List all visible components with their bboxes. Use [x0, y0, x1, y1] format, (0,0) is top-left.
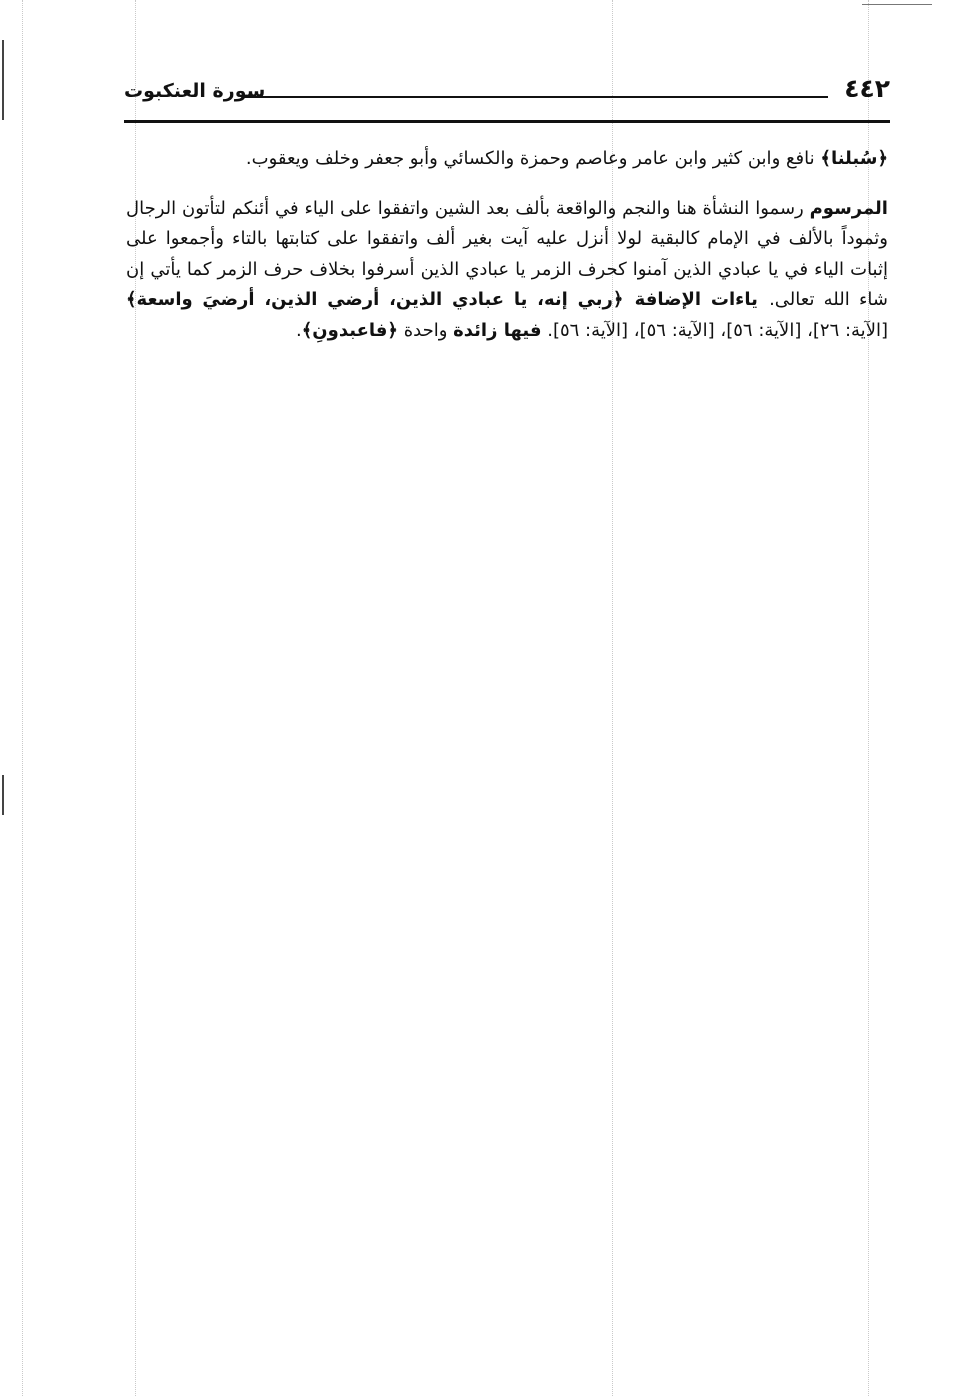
quranic-quote-final: ﴿فاعبدونِ﴾ — [301, 319, 398, 341]
final-period: . — [296, 319, 302, 341]
surah-title: سورة العنكبوت — [124, 80, 266, 102]
quranic-quote: ﴿ربي إنه، يا عبادي الذين، أرضي الذين، أرضيَ واسعة﴾ — [126, 289, 624, 310]
scan-artifact-line — [22, 0, 23, 1396]
verse-references: [الآية: ٢٦]، [الآية: ٥٦]، [الآية: ٥٦]، [الآية: ٥٦]. — [547, 319, 888, 341]
page-body — [126, 144, 888, 365]
paragraph-readers — [126, 144, 888, 175]
zaida-text: واحدة — [403, 319, 448, 341]
scan-edge-mark — [2, 775, 4, 815]
header-rule — [124, 120, 890, 123]
header-leader-line — [242, 96, 828, 98]
section-heading-marsoum: المرسوم — [809, 197, 888, 219]
corner-rule — [862, 4, 932, 5]
quranic-word: ﴿سُبلنا﴾ — [820, 148, 888, 169]
page-number: ٤٤٢ — [844, 74, 890, 103]
zaida-label: فيها زائدة — [453, 319, 542, 341]
marsoum-text: رسموا النشأة هنا والنجم والواقعة بألف بعد الشين واتفقوا على الياء في أئنكم لتأتون الرجال وثموداً بالألف في الإمام كالبقية لولا أنزل عليه آيت بغير ألف واتفقوا على كتابتها بالتاء وأجمعوا على إثبات الياء في يا عبادي الذين آمنوا كحرف الزمر يا عبادي الذين أسرفوا بخلاف حرف الزمر كما يأتي إن شاء الله تعالى. — [126, 197, 888, 310]
running-header — [124, 74, 890, 124]
scan-edge-mark — [2, 40, 4, 120]
readers-text: نافع وابن كثير وابن عامر وعاصم وحمزة والكسائي وأبو جعفر وخلف ويعقوب. — [245, 148, 815, 169]
section-heading-yaat: ياءات الإضافة — [634, 289, 758, 310]
paragraph-marsoum — [126, 194, 888, 347]
